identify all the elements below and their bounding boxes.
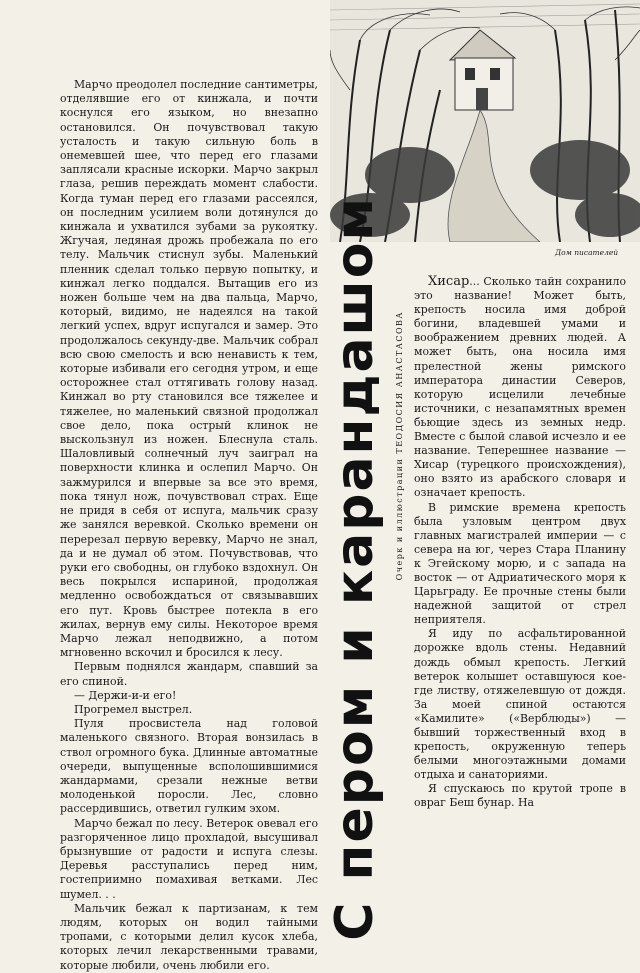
story-dialog-line: — Держи-и-и его! bbox=[74, 688, 177, 702]
article-column bbox=[414, 275, 626, 811]
article-title bbox=[325, 195, 385, 941]
article-paragraph: Я иду по асфальтированной дорожке вдоль стены. Недавний дождь обмыл крепость. Легкий ветерок колышет оставшуюся кое-где листву, отяжелевшую от дождя. За моей спиной остаются «Камилите» («Верблюды») — бывший торжественный вход в крепость, окруженную теперь белыми многоэтажными домами отдыха и санаториями. bbox=[414, 627, 626, 782]
article-paragraph-text: ... Сколько тайн сохранило это название! Может быть, крепость носила имя доброй богини, владевшей умами и воображением древних людей. А может быть, она носила имя прелестной жены римского императора династии Северов, которую исцелили лечебные источники, с незапамятных времен бьющие здесь из земных недр. Вместе с былой славой исчезло и ее название. Теперешнее название — Хисар (турецкого происхождения), оно взято из арабского словаря и означает крепость. bbox=[414, 275, 626, 500]
story-paragraph: Мальчик бежал к партизанам, к тем людям, которых он водил тайными тропами, с которыми делил кусок хлеба, которых лечил лекарственными травами, которые любили, очень любили его. bbox=[60, 901, 318, 972]
article-lead-word: Хисар bbox=[428, 274, 470, 289]
story-paragraph: Марчо преодолел последние сантиметры, отделявшие его от кинжала, и почти коснулся его языком, но внезапно остановился. Он почувствовал такую усталость и такую сильную боль в онемевшей шее, что перед его глазами заплясали красные искорки. Марчо закрыл глаза, решив переждать момент слабости. Когда туман перед его глазами рассеялся, он последним усилием воли дотянулся до кинжала и ухватился зубами за рукоятку. Жгучая, ледяная дрожь пробежала по его телу. Мальчик стиснул зубы. Маленький пленник сделал только первую попытку, и кинжал легко поддался. Вытащив его из ножен больше чем на два пальца, Марчо, который, видимо, не надеялся на такой легкий успех, вдруг испугался и замер. Это продолжалось секунду-две. Мальчик собрал всю свою смелость и всю ненависть к тем, которые избивали его сегодня утром, и еще осторожнее стал оттягивать голову назад. Кинжал во рту становился все тяжелее и тяжелее, но маленький связной продолжал свое дело, пока острый клинок не выскользнул из ножен. Блеснула сталь. Шаловливый солнечный луч заиграл на поверхности клинка и ослепил Марчо. Он зажмурился и впервые за все это время, пока тянул нож, почувствовал страх. Еще не придя в себя от испуга, мальчик сразу же занялся веревкой. Сколько времени он перерезал первую веревку, Марчо не знал, да и не думал об этом. Почувствовав, что руки его свободны, он глубоко вздохнул. Он весь покрылся испариной, продолжая медленно освобождаться от связывавших его пут. Кровь быстрее потекла в его жилах, вернув ему силы. Некоторое время Марчо лежал неподвижно, а потом мгновенно вскочил и бросился к лесу. bbox=[60, 78, 318, 660]
illustration-caption: Дом писателей bbox=[555, 248, 619, 257]
article-byline-text: Очерк и иллюстрации ТЕОДОСИЯ АНАСТАСОВА bbox=[394, 310, 404, 581]
story-paragraph: Марчо бежал по лесу. Ветерок овевал его разгоряченное лицо прохладой, высушивал брызнувшие от радости и испуга слезы. Деревья расступались перед ним, гостеприимно помахивая ветками. Лес шумел. . . bbox=[60, 816, 318, 901]
story-paragraph: Пуля просвистела над головой маленького связного. Вторая вонзилась в ствол огромного бука. Длинные автоматные очереди, выпущенные всполошившимися жандармами, срезали нежные ветви молоденькой поросли. Лес, словно рассердившись, ответил гулким эхом. bbox=[60, 717, 318, 816]
article-paragraph: Я спускаюсь по крутой тропе в овраг Беш бунар. На bbox=[414, 782, 626, 810]
article-byline bbox=[390, 283, 408, 608]
article-paragraph: В римские времена крепость была узловым центром двух главных магистралей империи — с севера на юг, через Стара Планину к Эгейскому морю, и с запада на восток — от Адриатического моря к Царьграду. Ее прочные стены были надежной защитой от стрел неприятеля. bbox=[414, 500, 626, 627]
article-title-text: С пером и карандашом bbox=[325, 195, 385, 941]
story-paragraph: Прогремел выстрел. bbox=[74, 702, 193, 716]
article-paragraph bbox=[414, 275, 626, 501]
story-column bbox=[60, 78, 318, 973]
story-paragraph: Первым поднялся жандарм, спавший за его спиной. bbox=[60, 660, 318, 688]
